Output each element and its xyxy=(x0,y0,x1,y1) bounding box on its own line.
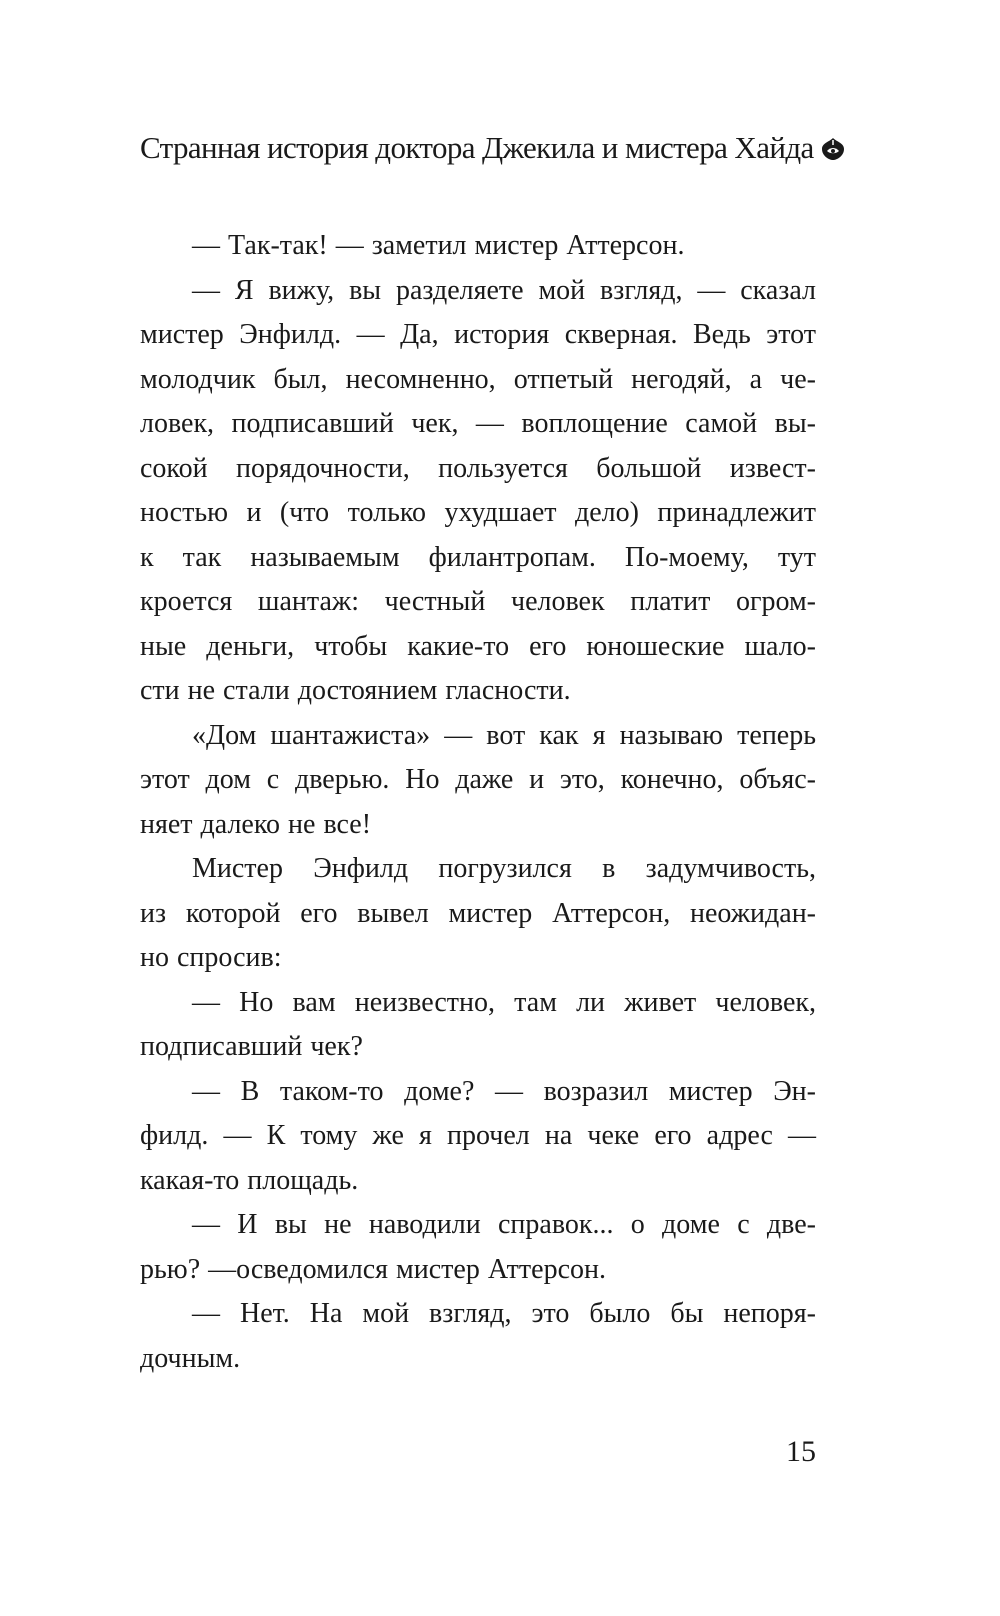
text-line: Мистер Энфилд погрузился в задумчивость, xyxy=(192,853,816,884)
text-line: — Так-так! — заметил мистер Аттерсон. xyxy=(192,230,685,261)
text-line: ные деньги, чтобы какие-то его юношеские шало- xyxy=(140,630,816,662)
text-line: — Я вижу, вы разделяете мой взгляд, — сказал xyxy=(192,274,816,306)
text-line: ловек, подписавший чек, — воплощение самой вы- xyxy=(140,408,816,439)
text-line: но спросив: xyxy=(140,942,282,973)
running-head xyxy=(140,128,820,172)
text-line: мистер Энфилд. — Да, история скверная. Ведь этот xyxy=(140,319,816,350)
text-line: рью? —осведомился мистер Аттерсон. xyxy=(140,1253,606,1285)
text-line: из которой его вывел мистер Аттерсон, неожидан- xyxy=(140,897,816,929)
text-line: сти не стали достоянием гласности. xyxy=(140,675,571,706)
text-line: какая-то площадь. xyxy=(140,1164,359,1196)
text-line: — Нет. На мой взгляд, это было бы непоря- xyxy=(192,1298,816,1329)
leaf-ornament-icon xyxy=(820,132,846,172)
text-line: ностью и (что только ухудшает дело) принадлежит xyxy=(140,497,816,528)
text-line: этот дом с дверью. Но даже и это, конечно, объяс- xyxy=(140,764,816,795)
text-line: няет далеко не все! xyxy=(140,808,372,840)
book-title: Странная история доктора Джекила и мистера Хайда xyxy=(140,130,814,165)
text-line: — В таком-то доме? — возразил мистер Эн- xyxy=(192,1075,816,1107)
text-line: молодчик был, несомненно, отпетый негодяй, а че- xyxy=(140,363,816,395)
page-number: 15 xyxy=(786,1435,816,1468)
text-line: филд. — К тому же я прочел на чеке его адрес — xyxy=(140,1120,816,1151)
text-line: «Дом шантажиста» — вот как я называю теперь xyxy=(192,719,816,751)
text-line: дочным. xyxy=(140,1342,241,1374)
text-line: к так называемым филантропам. По-моему, тут xyxy=(140,541,816,573)
text-line: — И вы не наводили справок... о доме с две- xyxy=(192,1209,816,1240)
body-text xyxy=(140,224,816,1381)
text-line: подписавший чек? xyxy=(140,1031,363,1062)
text-line: — Но вам неизвестно, там ли живет человек, xyxy=(192,986,816,1018)
text-line: сокой порядочности, пользуется большой извест- xyxy=(140,452,816,484)
text-line: кроется шантаж: честный человек платит огром- xyxy=(140,586,816,617)
